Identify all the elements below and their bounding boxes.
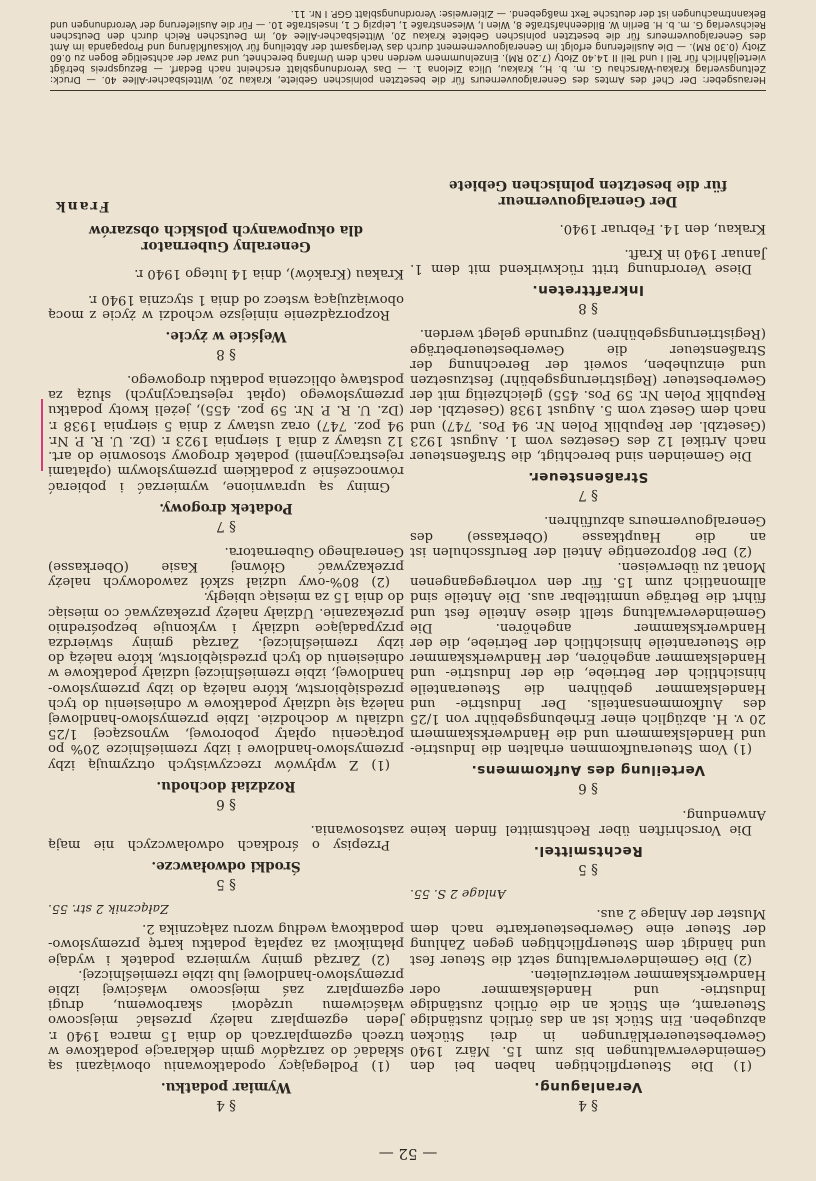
paragraph: (1) Vom Steueraufkommen erhalten die Industrie- und Handelskammern und die Handwerkskammern 20 v. H. abzüglich einer Erhebungsgebühr von 1/25 des Aufkommensanteils. Der Industrie- und Handelskammer gebühren die Steueranteile hinsichtlich der Betriebe, die der Industrie- und Handelskammer angehören, der Handwerkskammer die Steueranteile hinsichtlich der Betriebe, die der Handwerkskammer angehören. Die Gemeindeverwaltung stellt diese Anteile fest und führt die Beträge unmittelbar aus. Die Anteile sind allmonatlich zum 15. für den vorhergegangenen Monat zu überweisen. bbox=[410, 558, 766, 757]
section-number: § 8 bbox=[578, 300, 598, 317]
paragraph: (1) Z wpływów rzeczywistych otrzymują izby przemysłowo-handlowe i izby rzemieślnicze 20% po potrąceniu opłaty poborowej, wynoszącej 1/25 udziału w dochodzie. Izbie przemysłowo-handlowej należą się udziały podatkowe w odniesieniu do tych przedsiębiorstw, które należą do izby przemysłowo-handlowej, izbie rzemieślniczej udziały podatkowe w odniesieniu do tych przedsiębiorstw, które należą do izby rzemieślniczej. Zarząd gminy stwierdza przypadające udziały i wykonuje bezpośrednio przekazanie. Udziały należy przekazywać co miesiąc do dnia 15 za miesiąc ubiegły. bbox=[48, 589, 404, 772]
colophon: Herausgeber: Der Chef des Amtes des Generalgouverneurs für die besetzten polnischen Gebiete, Krakau 20, Wittelsbacher-Allee 40. — Druck: Zeitungsverlag Krakau-Warschau G. m. b. H., Krakau, Ulica Zielona 1. — Das Verordnungsblatt erscheint nach Bedarf. — Bezugspreis beträgt vierteljährlich für Teil I und Teil II 14.40 Złoty (7.20 RM). Einzelnummern werden nach dem Umfang berechnet, und zwar der achtseitige Bogen zu 0.60 Złoty (0.30 RM). — Die Auslieferung erfolgt im Generalgouvernement durch das Verlagsamt der Abteilung für Volksaufklärung und Propaganda im Amt des Generalgouverneurs für die besetzten polnischen Gebiete Krakau 20, Wittelsbacher-Allee 40, im Deutschen Reich durch den Deutschen Reichsverlag G. m. b. H. Berlin W. Bildeenhafstraße 8, Wien I, Wiesenstraße 1, Leipzig C 1, Inselstraße 10. — Für die Auslieferung der Verordnungen und Bekanntmachungen ist der deutsche Text maßgebend. — Zitierweise: Verordnungsblatt GGP. I Nr. 11. bbox=[50, 8, 766, 85]
section-heading: Środki odwoławcze. bbox=[151, 857, 301, 874]
section-number: § 4 bbox=[578, 1097, 598, 1113]
section-number: § 7 bbox=[578, 487, 598, 504]
margin-pen-mark bbox=[41, 399, 43, 471]
paragraph: Przepisy o środkach odwoławczych nie mają zastosowania. bbox=[48, 821, 404, 852]
paragraph: (2) 80%-owy udział szkół zawodowych należy przekazywać Głównej Kasie (Oberkasse) Generalnego Gubernatora. bbox=[48, 543, 404, 590]
place-date: Krakau (Kraków), dnia 14 lutego 1940 r. bbox=[134, 266, 404, 282]
section-number: § 6 bbox=[216, 795, 236, 812]
section-heading: Wejście w życie. bbox=[165, 327, 287, 344]
paragraph: Diese Verordnung tritt rückwirkend mit dem 1. Januar 1940 in Kraft. bbox=[410, 246, 766, 277]
paragraph: Die Vorschriften über Rechtsmittel finden keine Anwendung. bbox=[410, 806, 766, 837]
paragraph: Die Gemeinden sind berechtigt, die Straßensteuer nach Artikel 12 des Gesetzes vom 1. August 1923 (Gesetzbl. der Republik Polen Nr. 94 Pos. 747) und nach dem Gesetz vom 5. August 1938 (Gesetzbl. der Republik Polen Nr. 59 Pos. 455) gleichzeitig mit der Gewerbesteuer (Registrierungsgebühr) festzusetzen und einzuheben, soweit der Berechnung der Straßensteuer die Gewerbesteuerbeträge (Registrierungsgebühren) zugrunde gelegt werden. bbox=[410, 326, 766, 464]
polish-column bbox=[48, 198, 404, 1123]
paragraph: Gminy są uprawnione, wymierzać i pobierać równocześnie z podatkiem przemysłowym (opłatami rejestracyjnemi) podatek drogowy stosownie do art. 12 ustawy z dnia 1 sierpnia 1923 r. (Dz. U. R. P. Nr. 94 poz. 747) oraz ustawy z dnia 5 sierpnia 1938 r. (Dz. U. R. P. Nr. 59 poz. 455), jeżeli kwoty podatku przemysłowego (opłat rejestracyjnych) służą za podstawę obliczenia podatku drogowego. bbox=[48, 372, 404, 494]
paragraph: (2) Die Gemeindeverwaltung setzt die Steuer fest und händigt dem Steuerpflichtigen gegen Zahlung der Steuer eine Gewerbesteuerkarte nach dem Muster der Anlage 2 aus. bbox=[410, 905, 766, 967]
paragraph: (2) Zarząd gminy wymierza podatek i wydaje płatnikowi za zapłatą podatku kartę przemysłowo-podatkową według wzoru załącznika 2. bbox=[48, 921, 404, 967]
german-column bbox=[410, 177, 766, 1123]
place-date: Krakau, den 14. Februar 1940. bbox=[559, 220, 766, 236]
section-heading: Rechtsmittel. bbox=[533, 842, 643, 859]
section-heading: Podatek drogowy. bbox=[159, 499, 293, 516]
signature: Frank bbox=[54, 198, 110, 215]
section-heading: Straßensteuer. bbox=[527, 469, 649, 486]
footer-rule bbox=[50, 90, 766, 91]
page-number: — 52 — bbox=[378, 1145, 438, 1163]
paragraph: (1) Die Steuerpflichtigen haben bei den Gemeindeverwaltungen bis zum 15. März 1940 Gewerbesteuererklärungen in drei Stücken abzugeben. Ein Stück ist an das örtlich zuständige Steueramt, ein Stück an die örtlich zuständige Industrie- und Handelskammer oder Handwerkskammer weiterzuleiten. bbox=[410, 966, 766, 1073]
section-number: § 5 bbox=[578, 860, 598, 877]
authority-title: Generalny Gubernator dla okupowanych polskich obszarów bbox=[89, 222, 363, 255]
section-heading: Verteilung des Aufkommens. bbox=[471, 762, 705, 779]
section-number: § 6 bbox=[578, 780, 598, 797]
section-heading: Wymiar podatku. bbox=[160, 1079, 292, 1095]
section-number: § 4 bbox=[216, 1097, 236, 1113]
section-number: § 7 bbox=[216, 517, 236, 534]
section-number: § 5 bbox=[216, 875, 236, 892]
paragraph: Rozporządzenie niniejsze wchodzi w życie z mocą obowiązującą wstecz od dnia 1 stycznia 1940 r. bbox=[48, 291, 404, 322]
paragraph: (1) Podlegający opodatkowaniu obowiązani są składać do zarządów gmin deklaracje podatkowe w trzech egzemplarzach do dnia 15 marca 1940 r. Jeden egzemplarz należy przesłać miejscowo właściwemu urzędowi skarbowemu, drugi egzemplarz zaś miejscowo właściwej izbie przemysłowo-handlowej lub izbie rzemieślniczej. bbox=[48, 966, 404, 1073]
authority-title: Der Generalgouverneur für die besetzten polnischen Gebiete bbox=[448, 176, 728, 209]
section-heading: Inkrafttreten. bbox=[531, 282, 645, 299]
section-heading: Veranlagung. bbox=[533, 1079, 643, 1095]
annex-reference: Załącznik 2 str. 55. bbox=[48, 901, 169, 917]
section-heading: Rozdział dochodu. bbox=[156, 777, 296, 794]
annex-reference: Anlage 2 S. 55. bbox=[410, 886, 506, 902]
paragraph: (2) Der 80prozentige Anteil der Berufsschulen ist an die Hauptkasse (Oberkasse) des Generalgouverneurs abzuführen. bbox=[410, 513, 766, 559]
section-number: § 8 bbox=[216, 345, 236, 362]
